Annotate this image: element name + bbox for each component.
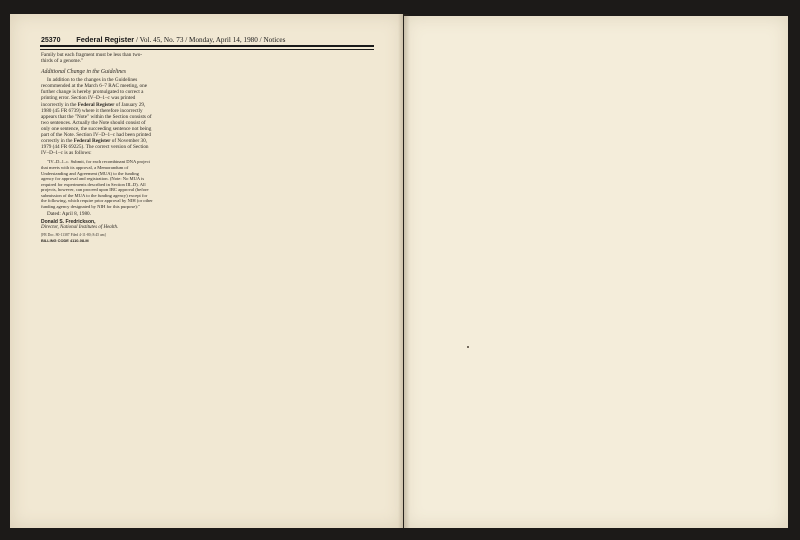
header-rule-thin [40,49,374,50]
quoted-section: "IV–D–1–c. Submit, for each recombinant DNA project that meets with its approval, a Memorandum of Understanding and Agreement (MUA) to the funding agency for approval and registration. (Note: No MUA is required for experiments described in Section III–D). All projects, however, can proceed upon IBC approval (before submission of the MUA to the funding agency) except for the following, which require prior approval by NIH (or other funding agency designated by NIH for this purpose):" [41,159,153,209]
section-heading: Additional Change in the Guidelines [41,69,127,76]
billing-code: BILLING CODE 4110-08-M [41,238,89,244]
book-gutter [398,14,410,528]
header-separator: / [259,36,262,44]
header-separator: / [185,36,188,44]
fr-doc-line: [FR Doc. 80-11387 Filed 4-11-80; 8:45 am] [41,233,106,238]
signer-title: Director, National Institutes of Health. [41,225,119,231]
paper-speck [467,346,469,348]
text-column [41,52,153,243]
federal-register-ref: Federal Register [73,138,111,145]
header-separator: / [135,36,138,44]
body-paragraph [41,77,153,156]
volume-info: Vol. 45, No. 73 [139,36,184,44]
right-page-blank [404,16,788,528]
opening-text: Family but each fragment must be less than two-thirds of a genome." [41,52,143,65]
publication-title: Federal Register [76,35,135,44]
federal-register-ref: Federal Register [77,101,115,108]
issue-date: Monday, April 14, 1980 [189,36,258,44]
para-text: of November 30, 1979 (44 FR 69225). The correct version of Section IV–D–1–c is as follows: [41,138,149,157]
signer-name: Donald S. Fredrickson, [41,219,96,226]
running-header [41,35,374,44]
header-rule-thick [40,45,374,47]
para-text: In addition to the changes in the Guidelines recommended at the March 6–7 RAC meeting, one further change is hereby promulgated to correct a printing error. Section IV–D–1–c was printed incorrectly in the [41,77,148,108]
para-text: of January 29, 1980 (45 FR 6739) where it therefore incorrectly appears that the "Note" within the Section consists of two sentences. Actually the Note should consist of only one sentence, the succeeding sentence not being part of the Note. Section IV–D–1–c had been printed correctly in the [41,101,152,145]
dated-line: Dated: April 8, 1980. [47,211,91,218]
page-number: 25370 [41,37,61,44]
section-name: Notices [263,36,286,44]
